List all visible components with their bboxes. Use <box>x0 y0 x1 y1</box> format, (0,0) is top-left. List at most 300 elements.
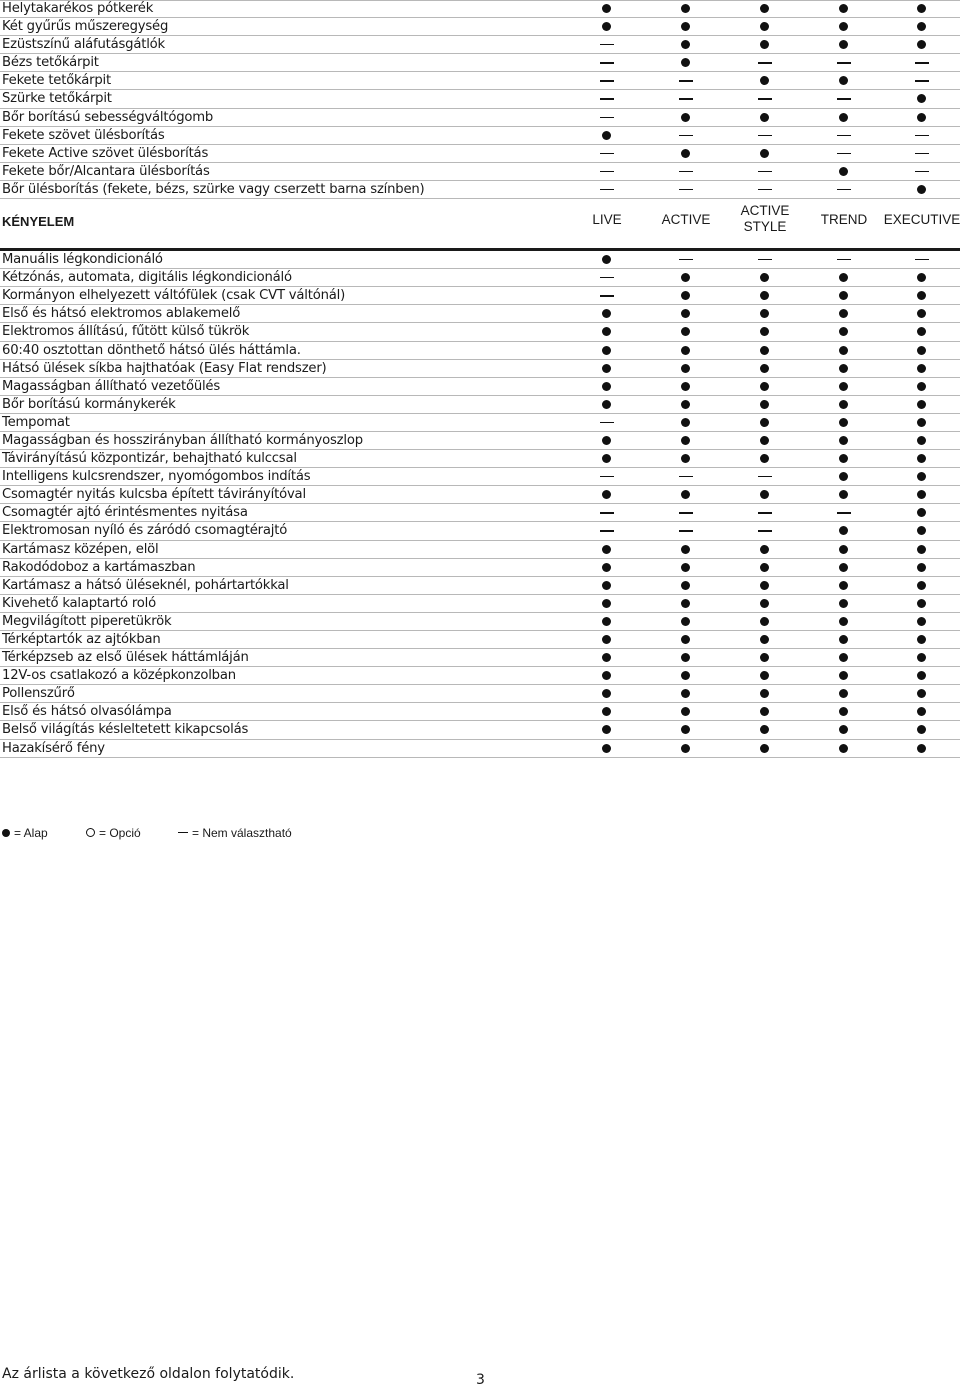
standard-mark <box>676 595 696 612</box>
standard-mark <box>912 649 932 666</box>
filled-dot-icon <box>681 671 690 680</box>
table-row <box>0 649 960 667</box>
filled-dot-icon <box>602 4 611 13</box>
table-row <box>0 323 960 341</box>
filled-dot-icon <box>839 418 848 427</box>
not-available-mark <box>597 181 617 198</box>
standard-mark <box>755 541 775 558</box>
table-row <box>0 269 960 287</box>
standard-mark <box>755 323 775 340</box>
filled-dot-icon <box>681 58 690 67</box>
table-row <box>0 577 960 595</box>
dash-icon <box>600 62 614 63</box>
dash-icon <box>178 832 188 833</box>
filled-dot-icon <box>681 707 690 716</box>
standard-mark <box>912 396 932 413</box>
dash-icon <box>600 476 614 477</box>
filled-dot-icon <box>917 4 926 13</box>
filled-dot-icon <box>760 400 769 409</box>
standard-mark <box>597 486 617 503</box>
dash-icon <box>915 259 929 260</box>
row-label: Távirányítású központizár, behajtható kulccsal <box>2 451 297 467</box>
standard-mark <box>834 522 854 539</box>
standard-mark <box>755 287 775 304</box>
row-label: Manuális légkondicionáló <box>2 252 163 268</box>
filled-dot-icon <box>839 490 848 499</box>
filled-dot-icon <box>760 671 769 680</box>
standard-mark <box>676 109 696 126</box>
table-row <box>0 90 960 108</box>
filled-dot-icon <box>839 346 848 355</box>
filled-dot-icon <box>917 400 926 409</box>
standard-mark <box>676 342 696 359</box>
standard-mark <box>834 0 854 17</box>
dash-icon <box>600 80 614 81</box>
filled-dot-icon <box>917 689 926 698</box>
filled-dot-icon <box>917 617 926 626</box>
standard-mark <box>597 631 617 648</box>
filled-dot-icon <box>917 364 926 373</box>
row-label: Csomagtér ajtó érintésmentes nyitása <box>2 505 248 521</box>
not-available-mark <box>834 251 854 268</box>
section-header-kenyelem <box>0 199 960 251</box>
row-label: Rakodódoboz a kartámaszban <box>2 559 196 575</box>
filled-dot-icon <box>839 382 848 391</box>
row-label: Ezüstszínű aláfutásgátlók <box>2 37 165 53</box>
filled-dot-icon <box>681 635 690 644</box>
row-label: Elektromosan nyíló és záródó csomagtérajtó <box>2 523 288 539</box>
filled-dot-icon <box>917 545 926 554</box>
not-available-mark <box>597 287 617 304</box>
standard-mark <box>676 269 696 286</box>
standard-mark <box>676 486 696 503</box>
filled-dot-icon <box>602 400 611 409</box>
filled-dot-icon <box>760 327 769 336</box>
filled-dot-icon <box>602 725 611 734</box>
table-row <box>0 541 960 559</box>
standard-mark <box>597 342 617 359</box>
filled-dot-icon <box>760 563 769 572</box>
row-label: Kartámasz középen, elöl <box>2 541 159 557</box>
standard-mark <box>912 323 932 340</box>
dash-icon <box>600 295 614 296</box>
empty-circle-icon <box>86 828 95 837</box>
filled-dot-icon <box>760 725 769 734</box>
filled-dot-icon <box>760 581 769 590</box>
standard-mark <box>676 414 696 431</box>
standard-mark <box>597 595 617 612</box>
dash-icon <box>600 277 614 278</box>
table-row <box>0 396 960 414</box>
standard-mark <box>676 145 696 162</box>
row-label: Hazakísérő fény <box>2 740 105 756</box>
row-label: Pollenszűrő <box>2 686 75 702</box>
filled-dot-icon <box>839 671 848 680</box>
filled-dot-icon <box>602 327 611 336</box>
filled-dot-icon <box>917 526 926 535</box>
filled-dot-icon <box>760 436 769 445</box>
filled-dot-icon <box>760 346 769 355</box>
filled-dot-icon <box>760 309 769 318</box>
filled-dot-icon <box>602 563 611 572</box>
standard-mark <box>912 522 932 539</box>
legend-standard: = Alap <box>2 825 48 841</box>
filled-dot-icon <box>681 291 690 300</box>
row-label: Helytakarékos pótkerék <box>2 1 154 16</box>
standard-mark <box>912 432 932 449</box>
dash-icon <box>679 80 693 81</box>
row-label: Csomagtér nyitás kulcsba épített távirányítóval <box>2 487 306 503</box>
filled-dot-icon <box>681 581 690 590</box>
table-row <box>0 305 960 323</box>
filled-dot-icon <box>602 599 611 608</box>
table-row <box>0 109 960 127</box>
standard-mark <box>834 396 854 413</box>
standard-mark <box>834 667 854 684</box>
section-title: KÉNYELEM <box>2 214 75 230</box>
standard-mark <box>755 740 775 757</box>
standard-mark <box>834 649 854 666</box>
filled-dot-icon <box>917 436 926 445</box>
filled-dot-icon <box>681 599 690 608</box>
not-available-mark <box>912 145 932 162</box>
standard-mark <box>676 577 696 594</box>
dash-icon <box>915 171 929 172</box>
dash-icon <box>758 135 772 136</box>
table-row <box>0 251 960 269</box>
table-row <box>0 486 960 504</box>
filled-dot-icon <box>839 563 848 572</box>
standard-mark <box>912 0 932 17</box>
standard-mark <box>676 613 696 630</box>
row-label: Kormányon elhelyezett váltófülek (csak CVT váltónál) <box>2 288 346 304</box>
row-label: Elektromos állítású, fűtött külső tükrök <box>2 324 250 340</box>
dash-icon <box>837 98 851 99</box>
standard-mark <box>597 613 617 630</box>
standard-mark <box>912 287 932 304</box>
standard-mark <box>834 414 854 431</box>
dash-icon <box>915 135 929 136</box>
not-available-mark <box>597 468 617 485</box>
not-available-mark <box>755 90 775 107</box>
standard-mark <box>676 305 696 322</box>
standard-mark <box>755 703 775 720</box>
standard-mark <box>912 667 932 684</box>
table-row <box>0 145 960 163</box>
standard-mark <box>912 269 932 286</box>
standard-mark <box>676 559 696 576</box>
filled-dot-icon <box>839 273 848 282</box>
standard-mark <box>597 541 617 558</box>
filled-dot-icon <box>917 454 926 463</box>
standard-mark <box>597 450 617 467</box>
row-label: Első és hátsó elektromos ablakemelő <box>2 306 241 322</box>
dash-icon <box>679 530 693 531</box>
continuation-note: Az árlista a következő oldalon folytatódik. <box>2 1366 295 1382</box>
filled-dot-icon <box>681 725 690 734</box>
filled-dot-icon <box>681 545 690 554</box>
standard-mark <box>676 36 696 53</box>
filled-dot-icon <box>681 113 690 122</box>
table-row <box>0 667 960 685</box>
row-label: Térképzseb az első ülések háttámláján <box>2 650 249 666</box>
standard-mark <box>912 613 932 630</box>
dash-icon <box>600 189 614 190</box>
standard-mark <box>912 721 932 738</box>
standard-mark <box>912 305 932 322</box>
standard-mark <box>676 541 696 558</box>
not-available-mark <box>597 269 617 286</box>
standard-mark <box>834 703 854 720</box>
dash-icon <box>679 171 693 172</box>
table-row <box>0 631 960 649</box>
filled-dot-icon <box>839 617 848 626</box>
table-row <box>0 378 960 396</box>
standard-mark <box>755 0 775 17</box>
filled-dot-icon <box>602 255 611 264</box>
filled-dot-icon <box>681 309 690 318</box>
filled-dot-icon <box>602 436 611 445</box>
dash-icon <box>679 259 693 260</box>
filled-dot-icon <box>602 671 611 680</box>
standard-mark <box>834 559 854 576</box>
table-row <box>0 72 960 90</box>
standard-mark <box>755 269 775 286</box>
table-row <box>0 522 960 540</box>
filled-dot-icon <box>681 418 690 427</box>
filled-dot-icon <box>917 22 926 31</box>
standard-mark <box>834 721 854 738</box>
row-label: Bőr ülésborítás (fekete, bézs, szürke vagy cserzett barna színben) <box>2 181 425 197</box>
not-available-mark <box>676 90 696 107</box>
not-available-mark <box>755 522 775 539</box>
not-available-mark <box>597 414 617 431</box>
standard-mark <box>676 54 696 71</box>
column-header-executive: EXECUTIVE <box>883 212 960 228</box>
filled-dot-icon <box>760 364 769 373</box>
not-available-mark <box>597 145 617 162</box>
filled-dot-icon <box>602 744 611 753</box>
dash-icon <box>600 171 614 172</box>
not-available-mark <box>834 145 854 162</box>
standard-mark <box>755 450 775 467</box>
standard-mark <box>755 145 775 162</box>
not-available-mark <box>912 54 932 71</box>
not-available-mark <box>912 251 932 268</box>
filled-dot-icon <box>917 291 926 300</box>
standard-mark <box>597 323 617 340</box>
filled-dot-icon <box>681 436 690 445</box>
table-row <box>0 740 960 758</box>
standard-mark <box>834 631 854 648</box>
standard-mark <box>676 740 696 757</box>
filled-dot-icon <box>917 309 926 318</box>
filled-dot-icon <box>839 635 848 644</box>
filled-dot-icon <box>760 4 769 13</box>
filled-dot-icon <box>602 689 611 698</box>
not-available-mark <box>597 72 617 89</box>
table-row <box>0 468 960 486</box>
row-label: 60:40 osztottan dönthető hátsó ülés háttámla. <box>2 342 301 358</box>
row-label: Hátsó ülések síkba hajthatóak (Easy Flat rendszer) <box>2 360 327 376</box>
filled-dot-icon <box>839 707 848 716</box>
not-available-mark <box>676 251 696 268</box>
filled-dot-icon <box>760 418 769 427</box>
filled-dot-icon <box>681 346 690 355</box>
not-available-mark <box>912 127 932 144</box>
standard-mark <box>597 396 617 413</box>
row-label: Intelligens kulcsrendszer, nyomógombos indítás <box>2 469 311 485</box>
filled-dot-icon <box>760 76 769 85</box>
standard-mark <box>834 360 854 377</box>
filled-dot-icon <box>681 744 690 753</box>
filled-dot-icon <box>681 22 690 31</box>
not-available-mark <box>755 504 775 521</box>
row-label: 12V-os csatlakozó a középkonzolban <box>2 668 236 684</box>
dash-icon <box>679 512 693 513</box>
standard-mark <box>912 703 932 720</box>
filled-dot-icon <box>917 40 926 49</box>
standard-mark <box>834 72 854 89</box>
not-available-mark <box>755 468 775 485</box>
row-label: Fekete tetőkárpit <box>2 73 111 89</box>
row-label: Tempomat <box>2 414 70 430</box>
standard-mark <box>755 631 775 648</box>
not-available-mark <box>755 181 775 198</box>
dash-icon <box>837 259 851 260</box>
standard-mark <box>834 269 854 286</box>
standard-mark <box>755 396 775 413</box>
standard-mark <box>755 305 775 322</box>
filled-dot-icon <box>602 653 611 662</box>
table-row <box>0 36 960 54</box>
filled-dot-icon <box>839 545 848 554</box>
table-row <box>0 342 960 360</box>
dash-icon <box>679 135 693 136</box>
standard-mark <box>755 577 775 594</box>
standard-mark <box>597 360 617 377</box>
not-available-mark <box>597 54 617 71</box>
standard-mark <box>834 486 854 503</box>
filled-dot-icon <box>839 454 848 463</box>
not-available-mark <box>676 181 696 198</box>
filled-dot-icon <box>602 617 611 626</box>
table-row <box>0 595 960 613</box>
standard-mark <box>597 649 617 666</box>
filled-dot-icon <box>602 364 611 373</box>
filled-dot-icon <box>681 4 690 13</box>
standard-mark <box>834 595 854 612</box>
not-available-mark <box>755 163 775 180</box>
filled-dot-icon <box>917 472 926 481</box>
dash-icon <box>758 171 772 172</box>
filled-dot-icon <box>917 653 926 662</box>
standard-mark <box>755 685 775 702</box>
dash-icon <box>915 80 929 81</box>
table-row <box>0 181 960 199</box>
filled-dot-icon <box>917 346 926 355</box>
table-row <box>0 127 960 145</box>
standard-mark <box>755 36 775 53</box>
standard-mark <box>597 685 617 702</box>
standard-mark <box>912 378 932 395</box>
filled-dot-icon <box>839 472 848 481</box>
standard-mark <box>912 486 932 503</box>
standard-mark <box>834 577 854 594</box>
table-row <box>0 685 960 703</box>
filled-dot-icon <box>681 563 690 572</box>
standard-mark <box>597 721 617 738</box>
standard-mark <box>834 432 854 449</box>
not-available-mark <box>597 109 617 126</box>
filled-dot-icon <box>917 508 926 517</box>
equipment-rows-top <box>0 0 960 199</box>
not-available-mark <box>755 251 775 268</box>
standard-mark <box>912 414 932 431</box>
not-available-mark <box>597 504 617 521</box>
dash-icon <box>600 98 614 99</box>
dash-icon <box>758 98 772 99</box>
not-available-mark <box>834 504 854 521</box>
filled-dot-icon <box>839 291 848 300</box>
standard-mark <box>912 577 932 594</box>
dash-icon <box>915 62 929 63</box>
standard-mark <box>676 287 696 304</box>
standard-mark <box>912 541 932 558</box>
filled-dot-icon <box>760 617 769 626</box>
filled-dot-icon <box>760 149 769 158</box>
legend <box>0 825 960 843</box>
table-row <box>0 287 960 305</box>
column-header-active-style: ACTIVE STYLE <box>740 203 790 235</box>
row-label: Két gyűrűs műszeregység <box>2 19 169 35</box>
not-available-mark <box>676 522 696 539</box>
standard-mark <box>912 181 932 198</box>
equipment-rows-comfort <box>0 251 960 758</box>
not-available-mark <box>834 181 854 198</box>
standard-mark <box>912 740 932 757</box>
standard-mark <box>755 667 775 684</box>
standard-mark <box>676 378 696 395</box>
standard-mark <box>912 90 932 107</box>
standard-mark <box>912 36 932 53</box>
standard-mark <box>676 649 696 666</box>
row-label: Kivehető kalaptartó roló <box>2 595 156 611</box>
dash-icon <box>915 153 929 154</box>
standard-mark <box>834 36 854 53</box>
table-row <box>0 163 960 181</box>
table-row <box>0 703 960 721</box>
standard-mark <box>597 432 617 449</box>
not-available-mark <box>676 504 696 521</box>
not-available-mark <box>676 72 696 89</box>
standard-mark <box>834 541 854 558</box>
filled-dot-icon <box>839 436 848 445</box>
dash-icon <box>837 62 851 63</box>
filled-dot-icon <box>839 725 848 734</box>
row-label: Térképtartók az ajtókban <box>2 632 161 647</box>
filled-dot-icon <box>839 309 848 318</box>
column-header-live: LIVE <box>592 212 622 228</box>
filled-dot-icon <box>839 167 848 176</box>
standard-mark <box>755 18 775 35</box>
standard-mark <box>755 432 775 449</box>
filled-dot-icon <box>917 94 926 103</box>
filled-dot-icon <box>917 273 926 282</box>
table-row <box>0 0 960 18</box>
dash-icon <box>758 189 772 190</box>
standard-mark <box>755 613 775 630</box>
